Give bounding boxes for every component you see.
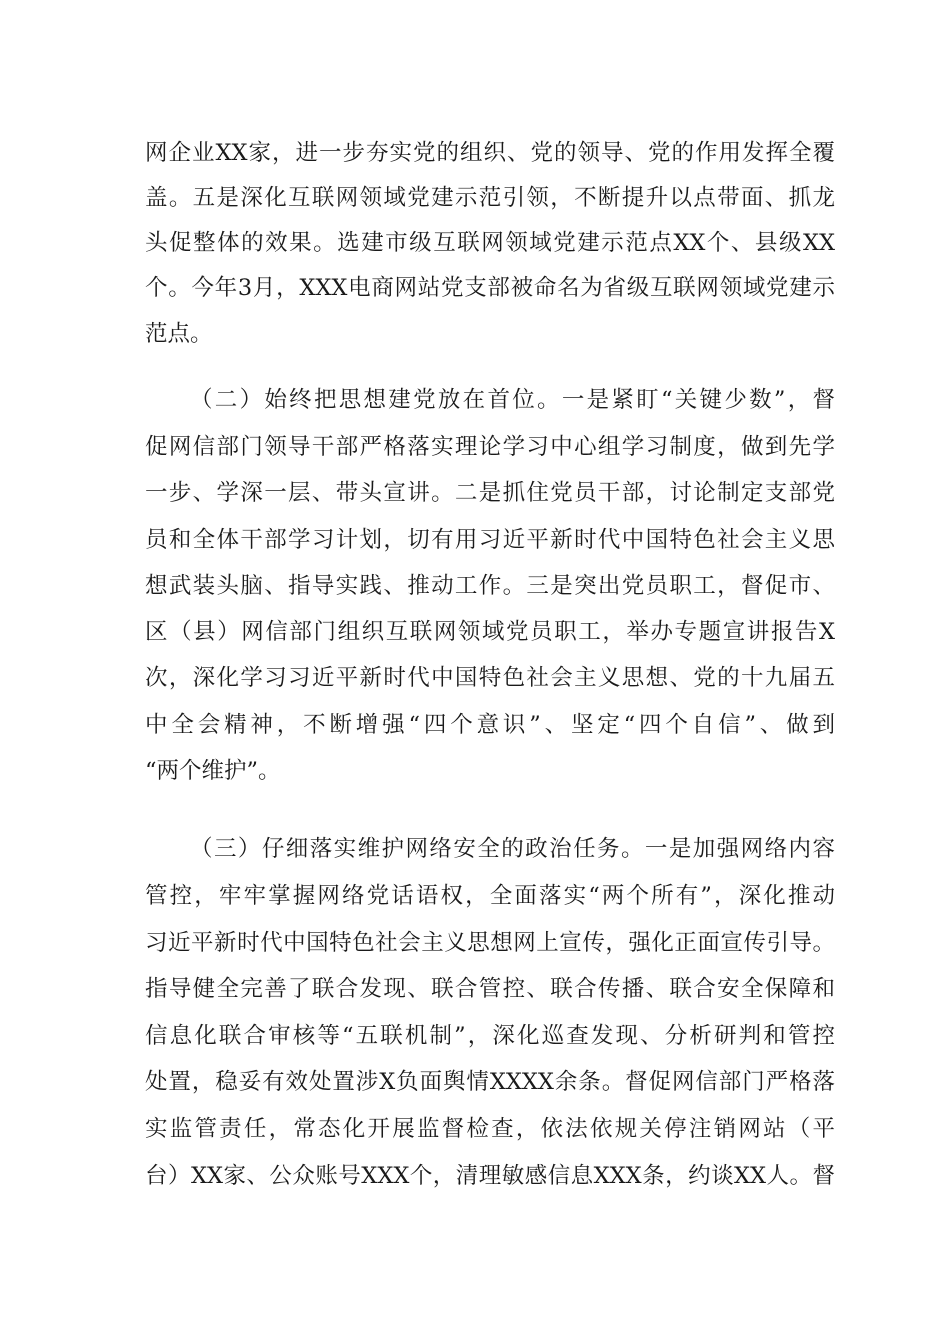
text-line: 范点。 <box>145 321 213 347</box>
text-line: “两个维护”。 <box>145 758 281 784</box>
text-line: 个。今年3月，XXX电商网站党支部被命名为省级互联网领域党建示 <box>145 275 835 301</box>
text-line: 实监管责任，常态化开展监督检查，依法依规关停注销网站（平 <box>145 1116 835 1142</box>
text-line: 区（县）网信部门组织互联网领域党员职工，举办专题宣讲报告X <box>145 619 835 645</box>
text-line: 指导健全完善了联合发现、联合管控、联合传播、联合安全保障和 <box>145 976 835 1002</box>
text-line: 网企业XX家，进一步夯实党的组织、党的领导、党的作用发挥全覆 <box>145 140 835 166</box>
text-line: 次，深化学习习近平新时代中国特色社会主义思想、党的十九届五 <box>145 665 835 691</box>
text-line: 一步、学深一层、带头宣讲。二是抓住党员干部，讨论制定支部党 <box>145 480 835 506</box>
text-line: 信息化联合审核等“五联机制”，深化巡查发现、分析研判和管控 <box>145 1023 835 1049</box>
text-line: 员和全体干部学习计划，切有用习近平新时代中国特色社会主义思 <box>145 527 835 553</box>
text-line: 中全会精神，不断增强“四个意识”、坚定“四个自信”、做到 <box>145 712 835 738</box>
text-line: 盖。五是深化互联网领域党建示范引领，不断提升以点带面、抓龙 <box>145 185 835 211</box>
section-2-heading-line: （二）始终把思想建党放在首位。一是紧盯“关键少数”，督 <box>190 387 835 413</box>
text-line: 想武装头脑、指导实践、推动工作。三是突出党员职工，督促市、 <box>145 573 835 599</box>
text-line: 促网信部门领导干部严格落实理论学习中心组学习制度，做到先学 <box>145 434 835 460</box>
text-line: 习近平新时代中国特色社会主义思想网上宣传，强化正面宣传引导。 <box>145 930 835 956</box>
text-line: 台）XX家、公众账号XXX个，清理敏感信息XXX条，约谈XX人。督 <box>145 1163 835 1189</box>
text-line: 头促整体的效果。选建市级互联网领域党建示范点XX个、县级XX <box>145 230 835 256</box>
section-3-heading-line: （三）仔细落实维护网络安全的政治任务。一是加强网络内容 <box>190 836 835 862</box>
text-line: 管控，牢牢掌握网络党话语权，全面落实“两个所有”，深化推动 <box>145 883 835 909</box>
text-line: 处置，稳妥有效处置涉X负面舆情XXXX余条。督促网信部门严格落 <box>145 1069 835 1095</box>
